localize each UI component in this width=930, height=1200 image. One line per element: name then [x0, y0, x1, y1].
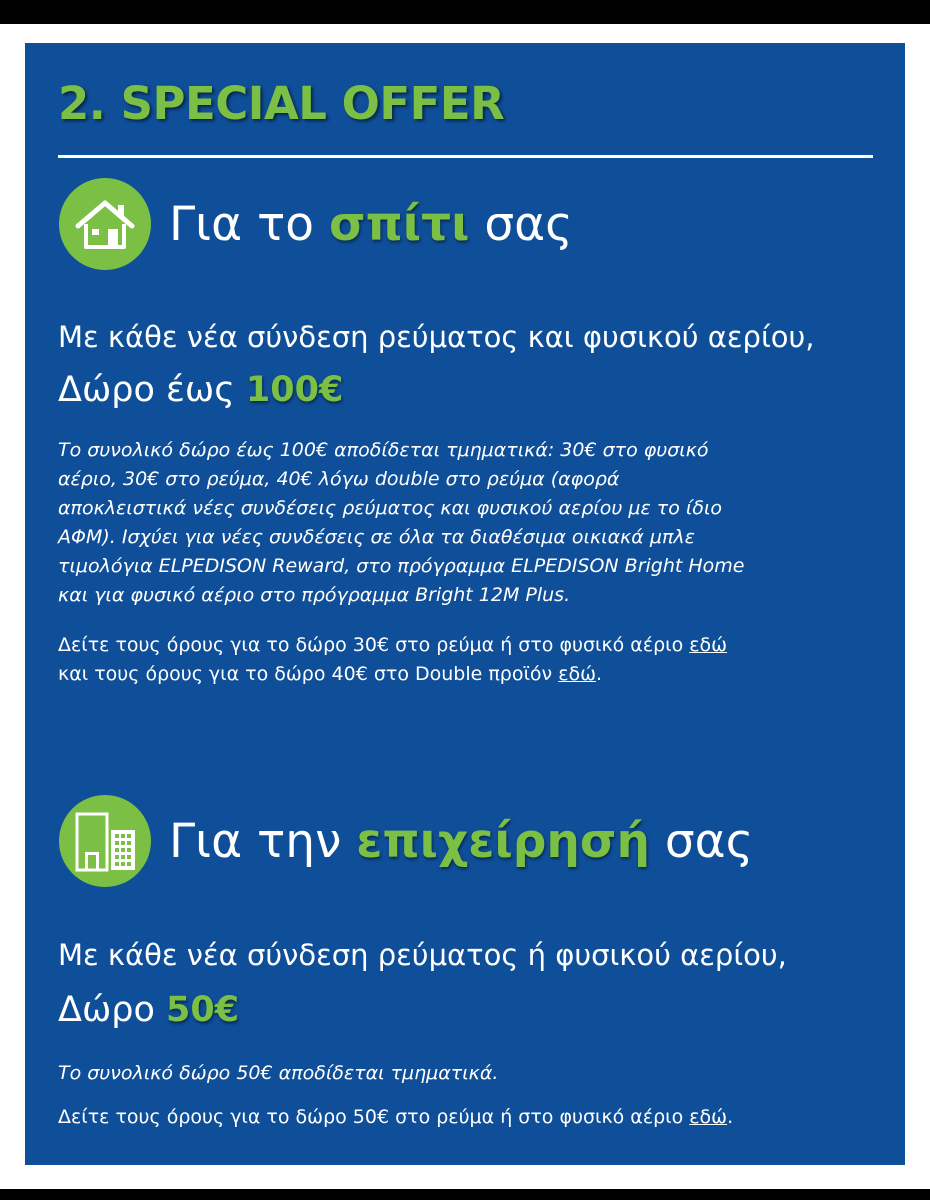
- business-heading: [169, 813, 754, 869]
- business-fine-print: Το συνολικό δώρο 50€ αποδίδεται τμηματικά.: [58, 1062, 499, 1084]
- home-gift-amount: 100€: [245, 370, 344, 410]
- home-section-header: [59, 178, 573, 270]
- home-terms-link-double[interactable]: εδώ: [558, 663, 596, 685]
- home-terms: [58, 631, 898, 689]
- home-fine-line: Το συνολικό δώρο έως 100€ αποδίδεται τμηματικά: 30€ στο φυσικό: [58, 439, 709, 461]
- special-offer-card: [25, 43, 905, 1165]
- business-heading-suffix: σας: [649, 813, 754, 869]
- business-heading-highlight: επιχείρησή: [356, 813, 650, 869]
- business-lead-text: Με κάθε νέα σύνδεση ρεύματος ή φυσικού αερίου,: [58, 938, 787, 972]
- home-terms-line-2: [58, 660, 898, 689]
- home-heading-suffix: σας: [469, 196, 573, 252]
- business-gift-amount: 50€: [166, 990, 240, 1030]
- home-heading: [169, 196, 573, 252]
- business-gift: [58, 990, 240, 1030]
- home-terms-link-electricity-gas[interactable]: εδώ: [689, 634, 728, 656]
- house-icon: [59, 178, 151, 270]
- home-terms-period: .: [596, 663, 603, 685]
- home-fine-print: [58, 436, 888, 610]
- home-heading-highlight: σπίτι: [329, 196, 470, 252]
- business-terms: [58, 1103, 898, 1132]
- home-terms-line-1: [58, 631, 898, 660]
- business-gift-label: Δώρο: [58, 990, 167, 1030]
- business-terms-link[interactable]: εδώ: [689, 1106, 728, 1128]
- home-heading-prefix: Για το: [169, 196, 330, 252]
- buildings-icon: [59, 795, 151, 887]
- top-black-bar: [0, 0, 930, 24]
- business-terms-text: Δείτε τους όρους για το δώρο 50€ στο ρεύμα ή στο φυσικό αέριο: [58, 1106, 690, 1128]
- business-terms-period: .: [727, 1106, 734, 1128]
- home-fine-line: ΑΦΜ). Ισχύει για νέες συνδέσεις σε όλα τα διαθέσιμα οικιακά μπλε: [58, 526, 695, 548]
- home-fine-line: αέριο, 30€ στο ρεύμα, 40€ λόγω double στο ρεύμα (αφορά: [58, 468, 620, 490]
- home-gift-label: Δώρο έως: [58, 370, 246, 410]
- business-heading-prefix: Για την: [169, 813, 357, 869]
- home-fine-line: τιμολόγια ELPEDISON Reward, στο πρόγραμμα ELPEDISON Bright Home: [58, 555, 745, 577]
- bottom-black-bar: [0, 1189, 930, 1200]
- business-section-header: [59, 795, 753, 887]
- home-terms-text-1: Δείτε τους όρους για το δώρο 30€ στο ρεύμα ή στο φυσικό αέριο: [58, 634, 690, 656]
- home-gift: [58, 370, 344, 410]
- home-lead-text: Με κάθε νέα σύνδεση ρεύματος και φυσικού αερίου,: [58, 320, 815, 354]
- home-fine-line: και για φυσικό αέριο στο πρόγραμμα Bright 12M Plus.: [58, 584, 571, 606]
- offer-title: 2. SPECIAL OFFER: [58, 77, 505, 130]
- home-fine-line: αποκλειστικά νέες συνδέσεις ρεύματος και φυσικού αερίου με το ίδιο: [58, 497, 723, 519]
- title-divider: [58, 155, 873, 158]
- home-terms-text-2: και τους όρους για το δώρο 40€ στο Double προϊόν: [58, 663, 559, 685]
